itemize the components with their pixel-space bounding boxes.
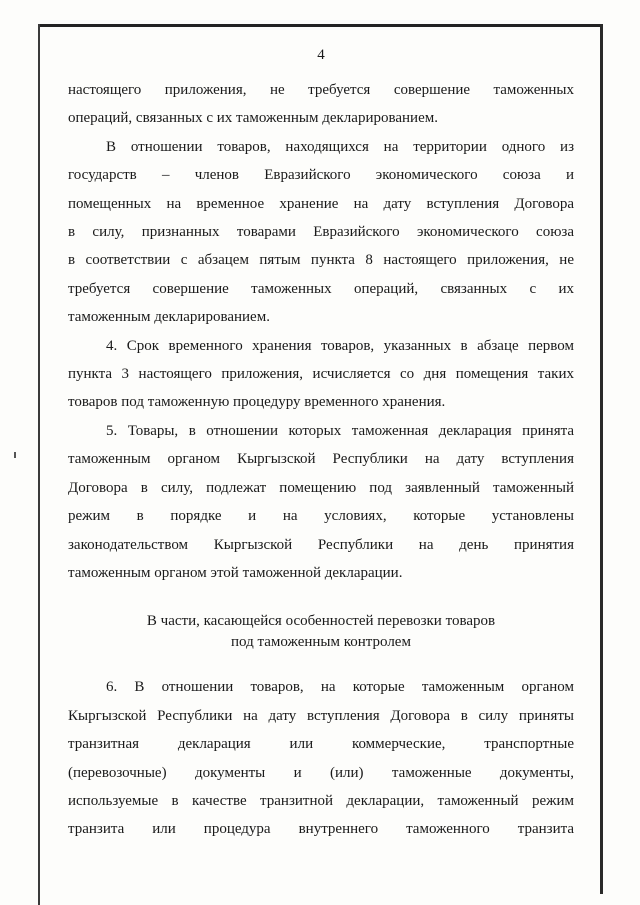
text-line: (перевозочные) документы и (или) таможенные документы, <box>68 764 574 781</box>
text-line: 6. В отношении товаров, на которые таможенным органом <box>106 679 574 696</box>
scan-artifact-mark <box>14 452 16 458</box>
text-line: в силу, признанных товарами Евразийского экономического союза <box>68 224 574 241</box>
text-line: в соответствии с абзацем пятым пункта 8 настоящего приложения, не <box>68 252 574 269</box>
document-body <box>68 42 574 844</box>
scan-border-right <box>600 24 603 894</box>
text-line: операций, связанных с их таможенным декларированием. <box>68 110 438 127</box>
text-line: Договора в силу, подлежат помещению под заявленный таможенный <box>68 479 574 496</box>
text-line: транзита или процедура внутреннего таможенного транзита <box>68 821 574 838</box>
section-heading-line: под таможенным контролем <box>231 634 411 651</box>
paragraph <box>68 133 574 332</box>
text-line: Кыргызской Республики на дату вступления Договора в силу приняты <box>68 707 574 724</box>
scan-border-left <box>38 24 40 905</box>
paragraph <box>68 76 574 133</box>
text-line: таможенным декларированием. <box>68 309 270 326</box>
paragraph <box>68 673 574 843</box>
text-line: законодательством Кыргызской Республики на день принятия <box>68 536 574 553</box>
text-line: таможенным органом этой таможенной декларации. <box>68 564 403 581</box>
text-line: настоящего приложения, не требуется совершение таможенных <box>68 82 574 98</box>
paragraph <box>68 332 574 417</box>
section-heading <box>68 611 574 653</box>
page-number: 4 <box>317 47 325 63</box>
text-line: В отношении товаров, находящихся на территории одного из <box>106 138 574 155</box>
text-line: таможенным органом Кыргызской Республики на дату вступления <box>68 451 574 468</box>
paragraph <box>68 417 574 587</box>
text-line: транзитная декларация или коммерческие, транспортные <box>68 736 574 753</box>
paragraphs-before-heading <box>68 76 574 587</box>
text-line: режим в порядке и на условиях, которые установлены <box>68 508 574 525</box>
text-line: государств – членов Евразийского экономического союза и <box>68 167 574 184</box>
text-line: товаров под таможенную процедуру временного хранения. <box>68 394 446 411</box>
text-line: пункта 3 настоящего приложения, исчисляется со дня помещения таких <box>68 366 574 383</box>
text-line: требуется совершение таможенных операций, связанных с их <box>68 280 574 297</box>
text-line: 5. Товары, в отношении которых таможенная декларация принята <box>106 422 574 439</box>
text-line: помещенных на временное хранение на дату вступления Договора <box>68 195 574 212</box>
text-line: 4. Срок временного хранения товаров, указанных в абзаце первом <box>106 337 574 354</box>
scan-border-top <box>40 24 602 27</box>
section-heading-line: В части, касающейся особенностей перевозки товаров <box>146 613 496 630</box>
paragraphs-after-heading <box>68 673 574 843</box>
text-line: используемые в качестве транзитной декларации, таможенный режим <box>68 792 574 809</box>
